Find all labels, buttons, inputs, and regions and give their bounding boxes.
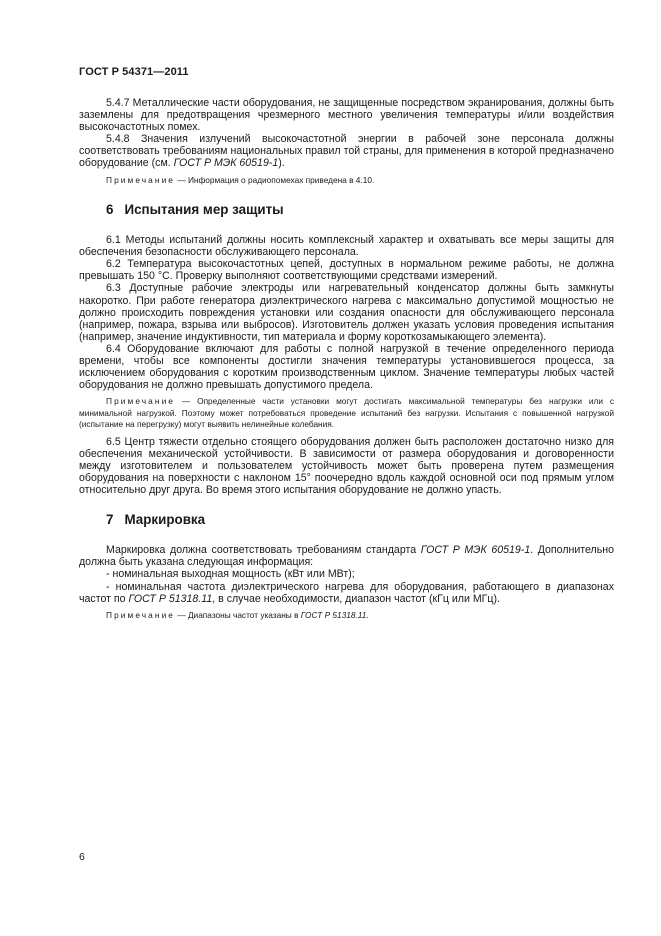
paragraph-6-2: 6.2 Температура высокочастотных цепей, доступных в нормальном режиме работы, не должна превышать 150 °С. Проверку выполняют соответствующими средствами измерений. [79,258,614,283]
section-6-heading [106,203,614,217]
reference-gost-r-51318-11: ГОСТ Р 51318.11 [128,592,213,605]
paragraph-6-4: 6.4 Оборудование включают для работы с полной нагрузкой в течение определенного периода времени, чтобы все компоненты достигли значения температуры установившегося процесса, за исключением оборудования с коротким производственным циклом. Значение температуры любых частей оборудования не должно превышать допустимого предела. [79,342,614,392]
reference-gost-r-51318-11: ГОСТ Р 51318.11 [300,609,367,620]
paragraph-5-4-7: 5.4.7 Металлические части оборудования, не защищенные посредством экранирования, должны быть заземлены для предотвращения чрезмерного местного увеличения температуры и/или воздействия высокочастотных помех. [79,97,614,134]
note-radio-interference: Примечание — Информация о радиопомехах приведена в 4.10. [106,174,375,185]
paragraph-6-3: 6.3 Доступные рабочие электроды или нагревательный конденсатор должны быть замкнуты накоротко. При работе генератора диэлектрического нагрева с максимально допустимой мощностью не должно происходить повреждения установки или создания опасности для обслуживающего персонала (например, пожара, взрыва или выбросов). Изготовитель должен указать условия проведения испытания (например, значение индуктивности, тип материала и форму короткозамыкающего элемента). [79,282,614,343]
paragraph-6-5: 6.5 Центр тяжести отдельно стоящего оборудования должен быть расположен достаточно низко для обеспечения механической устойчивости. В зависимости от размера оборудования и договоренности между изготовителем и пользователем устойчивость может быть проверена путем размещения оборудования на поверхности с наклоном 15° поочередно вдоль каждой основной оси под прямым углом относительно друг друга. Во время этого испытания оборудование не должно упасть. [79,435,614,497]
note-label: Примечание [106,609,176,620]
page-number: 6 [79,851,85,863]
list-item: - номинальная частота диэлектрического нагрева для оборудования, работающего в диапазонах частот по ГОСТ Р 51318.11, в случае необходимости, диапазон частот (кГц или МГц). [79,580,614,605]
standard-header: ГОСТ Р 54371—2011 [79,66,189,78]
reference-gost-r-iec-60519-1: ГОСТ Р МЭК 60519-1 [420,544,531,557]
paragraph-6-1: 6.1 Методы испытаний должны носить комплексный характер и охватывать все меры защиты для обеспечения безопасности обслуживающего персонала. [79,234,614,259]
paragraph-5-4-8: 5.4.8 Значения излучений высокочастотной энергии в рабочей зоне персонала должны соответствовать требованиям национальных правил той страны, для применения в которой предназначено оборудование (см. ГОСТ Р МЭК 60519-1). [79,133,614,170]
note-label: Примечание [106,396,176,407]
note-label: Примечание [106,174,176,185]
section-title: Испытания мер защиты [124,202,284,218]
note-temperature: Примечание — Определенные части установки могут достигать максимальной температуры без нагрузки или с минимальной нагрузкой. Поэтому может потребоваться проведение испытаний без нагрузки. Испытания с повышенной нагрузкой (испытание на перегрузку) могут выявить нелинейные колебания. [79,396,614,430]
paragraph-marking: Маркировка должна соответствовать требованиям стандарта ГОСТ Р МЭК 60519-1. Дополнительно должна быть указана следующая информация: [79,544,614,569]
reference-gost-r-iec-60519-1: ГОСТ Р МЭК 60519-1 [173,157,279,170]
section-7-heading [106,513,614,527]
note-frequency-ranges: Примечание — Диапазоны частот указаны в ГОСТ Р 51318.11. [106,609,369,620]
section-title: Маркировка [124,512,206,528]
list-item: - номинальная выходная мощность (кВт или МВт); [106,568,355,581]
section-number: 7 [106,512,114,528]
page-content [79,97,614,621]
section-number: 6 [106,202,114,218]
